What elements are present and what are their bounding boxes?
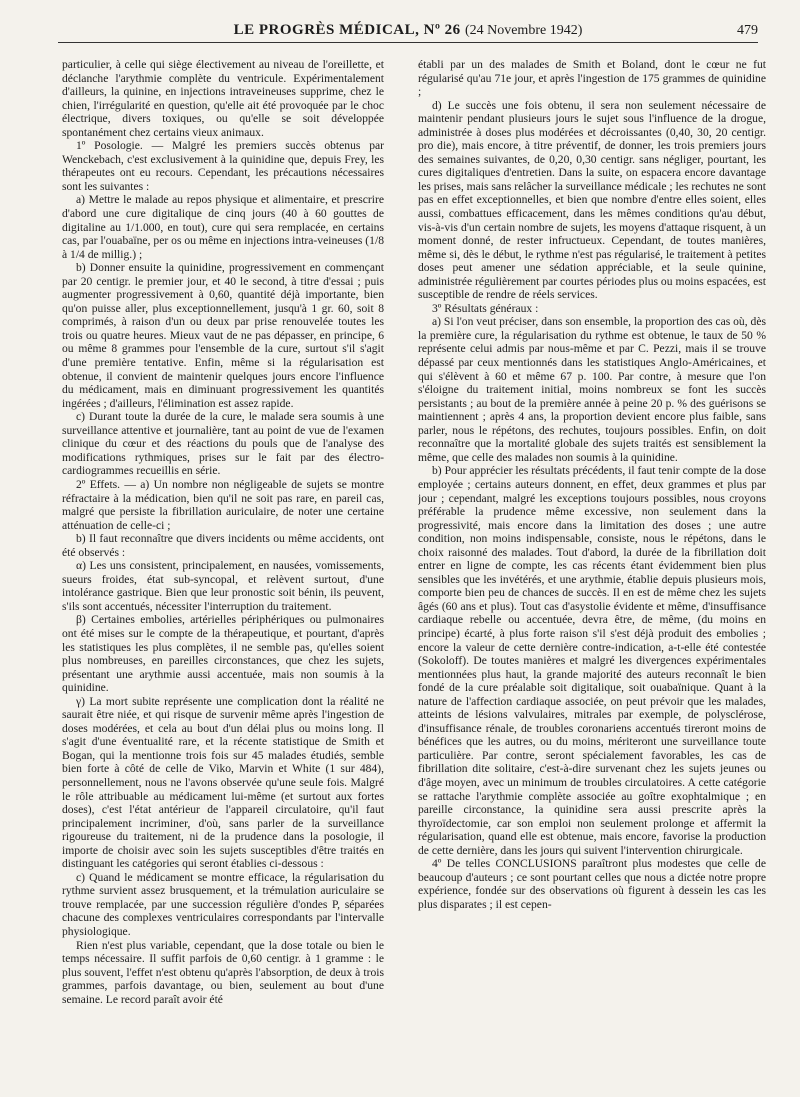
- right-column: [418, 58, 766, 1088]
- paragraph: établi par un des malades de Smith et Boland, dont le cœur ne fut régularisé qu'au 71e jour, et après l'ingestion de 175 grammes de quinidine ;: [418, 58, 766, 99]
- section-heading: 3º Résultats généraux :: [432, 301, 539, 315]
- paragraph: 2º Effets. — a) Un nombre non négligeable de sujets se montre réfractaire à la médication, bien qu'il ne soit pas rare, en pareil cas, malgré que persiste la fibrillation auriculaire, de noter une certaine atténuation de celle-ci ;: [62, 477, 384, 532]
- paragraph: b) Donner ensuite la quinidine, progressivement en commençant par 20 centigr. le premier jour, et 40 le second, à titre d'essai ; puis augmenter progressivement à 0,60, quantité déjà importante, bien qu'on puisse aller, plus exceptionnellement, jusqu'à 1 gr. 60, soit 8 comprimés, à raison d'un ou deux par prise renouvelée toutes les trois ou quatre heures. Mieux vaut de ne pas dépasser, en principe, 6 ou même 8 grammes pour l'ensemble de la cure, surtout s'il s'agit d'une première tentative. Enfin, même si la régularisation est obtenue, il convient de maintenir quelques jours encore l'influence du médicament, mais en diminuant progressivement les quantités ingérées ; d'ailleurs, l'élimination est assez rapide.: [62, 261, 384, 410]
- left-column: [62, 58, 384, 1088]
- paragraph: b) Pour apprécier les résultats précédents, il faut tenir compte de la dose employée ; certains auteurs donnent, en effet, deux grammes et plus par jour ; cependant, malgré les exceptions toujours possibles, nous croyons préférable la prudence même excessive, non seulement dans la progressivité, mais encore dans la limitation des doses ; une autre condition, non moins indispensable, consiste, nous le répétons, dans le choix raisonné des malades. Tout d'abord, la durée de la fibrillation doit entrer en ligne de compte, les cas récents étant évidemment bien plus sensibles que les invétérés, et une arythmie, établie depuis plusieurs mois, comporte bien peu de chances de succès. Il en est de même chez les sujets âgés (60 ans et plus). Tout cas d'asystolie évidente et même, d'insuffisance cardiaque rebelle ou accentuée, devra être, de même, (du moins en principe) écarté, à plus forte raison s'il s'est déjà produit des embolies ; encore la valeur de cette dernière contre-indication, a-t-elle été contestée (Sokoloff). De toutes manières et malgré les divergences expérimentales mentionnées plus haut, la grande majorité des auteurs reconnaît le bien fondé de la cure préalable soit digitalique, soit ouabaïnique. Quant à la nature de l'affection cardiaque associée, on peut prévoir que les malades, atteints de lésions valvulaires, mitrales par exemple, de polysclérose, d'insuffisance rénale, de troubles coronariens accentués tireront moins de bénéfices que les autres, ou du moins, mériteront une surveillance toute particulière. Par contre, seront spécialement favorables, les cas de fibrillation dite solitaire, c'est-à-dire survenant chez les sujets jeunes ou d'âge moyen, avec un minimum de troubles circulatoires. A cette catégorie se rattache l'arythmie complète associée au goître exophtalmique ; en pareille circonstance, la quinidine sera aussi prescrite après la thyroïdectomie, car son emploi non seulement prolonge et affermit la régularisation, quand elle est obtenue, mais encore, favorise la production de cette dernière, dans les jours qui suivent l'intervention chirurgicale.: [418, 464, 766, 857]
- paragraph: 4º De telles CONCLUSIONS paraîtront plus modestes que celle de beaucoup d'auteurs ; ce sont pourtant celles que nous a dictée notre propre expérience, fondée sur des observations où figurent à dessein les cas les plus disparates ; il est cepen-: [418, 857, 766, 911]
- paragraph: γ) La mort subite représente une complication dont la réalité ne saurait être niée, et qui risque de survenir même après l'ingestion de doses modérées, et cela au bout d'un délai plus ou moins long. Il s'agit d'une éventualité rare, et la récente statistique de Smith et Bogan, qui la mentionne trois fois sur 45 malades étudiés, semble bien forte à côté de celle de Viko, Marvin et White (1 sur 484), personnellement, nous ne l'avons observée qu'une seule fois. Malgré le rôle attribuable au médicament lui-même (et surtout aux fortes doses), c'est l'état antérieur de l'appareil circulatoire, qu'il faut principalement incriminer, d'où, sans parler de la surveillance rigoureuse du traitement, ni de la prudence dans la posologie, il importe de choisir avec soin les sujets susceptibles d'être traités en distinguant les catégories qui seront établies ci-dessous :: [62, 694, 384, 871]
- paragraph: c) Durant toute la durée de la cure, le malade sera soumis à une surveillance attentive et journalière, tant au point de vue de l'examen clinique du cœur et des réactions du pouls que de l'analyse des modifications rythmiques, prises sur le fait par des électro-cardiogrammes recueillis en série.: [62, 410, 384, 478]
- paragraph: d) Le succès une fois obtenu, il sera non seulement nécessaire de maintenir pendant plusieurs jours le sujet sous l'influence de la drogue, administrée à doses plus modérées et décroissantes (0,40, 30, 20 centigr. pro die), mais encore, à titre préventif, de donner, les trois premiers jours des semaines suivantes, de 0,20, 0,30 centigr. sans négliger, pourtant, les cures digitaliques d'entretien. Dans la suite, on espacera encore davantage les prises, mais sans relâcher la surveillance médicale ; les rechutes ne sont pas en effet exceptionnelles, et bien que nombre d'entre elles soient, elles aussi, combattues efficacement, dans les mêmes conditions qu'au début, vis-à-vis d'un certain nombre de sujets, les moyens d'attaque risquent, à un moment donné, de rester infructueux. Cependant, de toutes manières, même si, dès le début, le rythme n'est pas régularisé, le traitement à petites doses peut amener une sédation appréciable, et la seule quinine, administrée régulièrement par courtes périodes plus ou moins espacées, est susceptible de rendre de réels services.: [418, 98, 766, 302]
- running-header: [58, 22, 758, 43]
- paragraph: a) Si l'on veut préciser, dans son ensemble, la proportion des cas où, dès la première cure, la régularisation du rythme est obtenue, le taux de 50 % représente celui admis par nous-même et par C. Pezzi, mais il se trouve dépassé par ceux mentionnés dans les statistiques Anglo-Américaines, et qui s'élèvent à 60 et même 67 p. 100. Par contre, à mesure que l'on s'éloigne du traitement initial, moins nombreux se font les succès persistants ; au bout de la première année à peine 20 p. % des guérisons se maintiennent ; après 4 ans, la proportion devient encore plus faible, sans parler, nous le répétons, des rechutes, toujours possibles. Enfin, on doit reconnaître que la mortalité globale des sujets traités est sensiblement la même, que celle des malades non soumis à la quinidine.: [418, 315, 766, 464]
- paragraph: b) Il faut reconnaître que divers incidents ou même accidents, ont été observés :: [62, 532, 384, 559]
- paragraph: c) Quand le médicament se montre efficace, la régularisation du rythme survient assez brusquement, et la trémulation auriculaire se trouve remplacée, par une succession régulière d'ondes P, séparées chacune des complexes ventriculaires correspondants par l'intervalle physiologique.: [62, 870, 384, 938]
- paragraph: 1º Posologie. — Malgré les premiers succès obtenus par Wenckebach, c'est exclusivement à la quinidine que, depuis Frey, les thérapeutes ont eu recours. Cependant, les précautions nécessaires sont les suivantes :: [62, 139, 384, 193]
- paragraph: a) Mettre le malade au repos physique et alimentaire, et prescrire d'abord une cure digitalique de cinq jours (40 à 60 gouttes de digitaline au 1/1.000, en tout), cure qui sera remplacée, en certains cas, par l'ouabaïne, per os ou même en injections intra-veineuses (1/8 à 1/4 de millig.) ;: [62, 193, 384, 261]
- issue-date: (24 Novembre 1942): [464, 23, 583, 38]
- page-number: 479: [737, 23, 758, 38]
- paragraph: β) Certaines embolies, artérielles périphériques ou pulmonaires ont été mises sur le compte de la thérapeutique, et pourtant, d'après les statistiques les plus complètes, il ne semble pas, qu'elles soient plus nombreuses, en pareilles circonstances, que chez les sujets, présentant une arythmie aussi accentuée, mais non soumis à la quinidine.: [62, 613, 384, 695]
- paragraph: particulier, à celle qui siège électivement au niveau de l'oreillette, et déclanche l'arythmie complète du ventricule. Expérimentalement d'ailleurs, la quinine, en injections intraveineuses supprime, chez le chien, l'irrégularité en question, qu'elle ait été provoquée par le choc électrique, divers toxiques, ou qu'elle se soit développée spontanément chez certains vieux animaux.: [62, 58, 384, 139]
- running-title: [58, 22, 758, 39]
- paragraph: Rien n'est plus variable, cependant, que la dose totale ou bien le temps nécessaire. Il suffit parfois de 0,60 centigr. à 1 gramme : le plus souvent, l'effet n'est obtenu qu'après l'absorption, de deux à trois grammes, parfois davantage, ou bien, seulement au bout d'une semaine. Le record paraît avoir été: [62, 938, 384, 1006]
- paragraph: α) Les uns consistent, principalement, en nausées, vomissements, sueurs froides, état sub-syncopal, et relèvent surtout, d'une intolérance gastrique. Bien que leur pronostic soit bénin, ils peuvent, s'ils sont accentués, nécessiter l'interruption du traitement.: [62, 559, 384, 613]
- journal-title: LE PROGRÈS MÉDICAL, Nº 26: [233, 22, 461, 38]
